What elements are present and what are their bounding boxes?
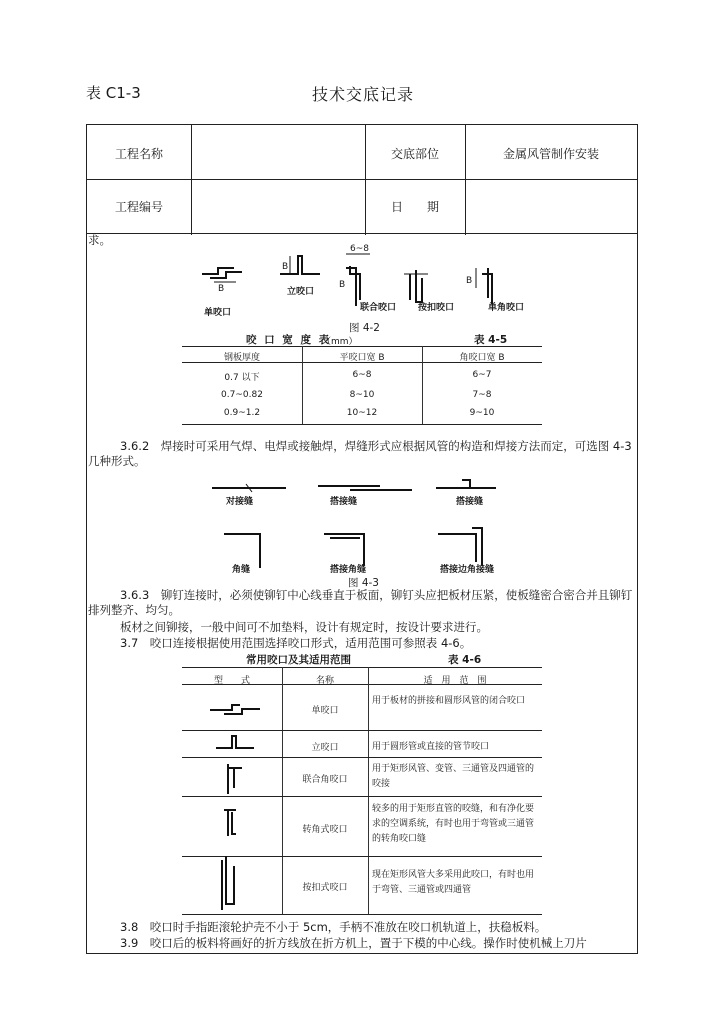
t45-header-angle: 角咬口宽 B — [459, 353, 505, 363]
t45-cell: 6~7 — [472, 370, 492, 380]
lap-weld-drawing — [318, 486, 412, 490]
table-4-6-number: 表 4-6 — [448, 654, 482, 666]
t46-name: 单咬口 — [311, 706, 339, 716]
table-col-rule — [368, 667, 369, 914]
document-title: 技术交底记录 — [312, 85, 415, 104]
t46-scope: 较多的用于矩形直管的咬缝，和有净化要求的空调系统，有时也用于弯管或三通管的转角咬口缝 — [372, 804, 535, 844]
paragraph-3-6-2: 3.6.2 焊接时可采用气焊、电焊或接触焊，焊缝形式应根据风管的构造和焊接方法而定，可选图 4-3 几种形式。 — [88, 439, 632, 468]
label-button-seam: 按扣咬口 — [418, 303, 455, 313]
row-divider — [87, 233, 637, 234]
paragraph-3-7: 3.7 咬口连接根据使用范围选择咬口形式，适用范围可参照表 4-6。 — [120, 636, 472, 650]
table-4-5-title: 咬 口 宽 度 表 — [246, 334, 332, 346]
t46-name: 立咬口 — [311, 743, 339, 753]
fig-4-2-caption: 图 4-2 — [349, 322, 380, 334]
table-rule — [182, 667, 542, 668]
project-name-label: 工程名称 — [114, 147, 163, 161]
label-butt-weld: 对接缝 — [226, 497, 254, 507]
form-number: 表 C1-3 — [86, 84, 141, 102]
label-single-seam: 单咬口 — [204, 308, 232, 318]
t46-name: 按扣式咬口 — [302, 883, 348, 893]
t45-cell: 9~10 — [469, 408, 495, 418]
dim-top: 6~8 — [350, 244, 369, 254]
fig-4-3-caption: 图 4-3 — [348, 577, 379, 589]
col-divider — [465, 125, 466, 235]
button-seam-drawing — [404, 270, 428, 302]
t45-header-flat: 平咬口宽 B — [339, 353, 385, 363]
table-rule — [182, 424, 542, 425]
dim-b2: B — [282, 262, 289, 272]
paragraph-3-6-3: 3.6.3 铆钉连接时，必须使铆钉中心线垂直于板面，铆钉头应把板材压紧，使板缝密合密合并且铆钉排列整齐、均匀。 — [88, 588, 633, 617]
t45-cell: 8~10 — [349, 390, 375, 400]
label-lap-edge-corner-weld: 搭接边角接缝 — [440, 565, 495, 575]
lap-edge-corner-weld-drawing — [438, 528, 482, 566]
col-divider — [365, 125, 366, 235]
t46-scope: 现在矩形风管大多采用此咬口，有时也用于弯管、三通管或四通管 — [372, 870, 535, 895]
dim-b3: B — [339, 280, 346, 290]
combination-seam-drawing — [346, 254, 370, 306]
intro-text: 求。 — [88, 233, 111, 247]
label-combination-seam: 联合咬口 — [360, 303, 397, 313]
seam-button — [222, 856, 234, 910]
t46-name: 转角式咬口 — [302, 825, 348, 835]
row-divider — [87, 179, 637, 180]
t45-cell: 6~8 — [352, 370, 372, 380]
t46-header-type: 型 式 — [213, 676, 250, 686]
t45-cell: 0.7~0.82 — [221, 390, 263, 400]
t46-scope: 用于圆形管或直接的管节咬口 — [372, 742, 490, 752]
table-4-5-unit: （mm） — [322, 337, 358, 347]
single-seam-drawing — [202, 268, 242, 282]
seam-single — [210, 705, 260, 714]
table-4-5-number: 表 4-5 — [474, 334, 508, 346]
paragraph-3-8: 3.8 咬口时手指距滚轮护壳不小于 5cm，手柄不准放在咬口机轨道上，扶稳板料。 — [120, 920, 547, 934]
location-value: 金属风管制作安装 — [502, 147, 599, 161]
t46-header-name: 名称 — [315, 676, 334, 686]
label-corner-weld: 角缝 — [232, 565, 251, 575]
dim-b: B — [218, 284, 225, 294]
table-4-6-title: 常用咬口及其适用范围 — [246, 654, 351, 666]
t46-name: 联合角咬口 — [302, 775, 348, 785]
t45-cell: 0.9~1.2 — [223, 408, 261, 418]
table-rule — [182, 346, 542, 347]
paragraph-3-9: 3.9 咬口后的板料将画好的折方线放在折方机上，置于下模的中心线。操作时使机械上刀片 — [120, 936, 587, 950]
t45-cell: 0.7 以下 — [224, 373, 260, 383]
label-lap-weld: 搭接缝 — [330, 497, 358, 507]
t46-scope: 用于板材的拼接和圆形风管的闭合咬口 — [372, 696, 526, 706]
project-no-label: 工程编号 — [114, 200, 163, 214]
col-divider — [191, 125, 192, 235]
seam-standing — [216, 736, 254, 748]
label-corner-seam: 单角咬口 — [488, 303, 525, 313]
label-lap-weld-2: 搭接缝 — [456, 497, 484, 507]
seam-combination — [228, 764, 242, 794]
butt-weld-drawing — [212, 484, 286, 492]
t46-header-scope: 适 用 范 围 — [423, 676, 487, 686]
t45-cell: 10~12 — [346, 408, 378, 418]
table-rule — [182, 914, 542, 915]
table-4-6-seam-drawings — [182, 684, 282, 914]
label-standing-seam: 立咬口 — [287, 287, 315, 297]
location-label: 交底部位 — [390, 147, 439, 161]
t45-header-thickness: 钢板厚度 — [223, 353, 260, 363]
t46-scope: 用于矩形风管、变管、三通管及四通管的咬接 — [372, 764, 535, 789]
seam-corner — [224, 810, 236, 836]
date-label: 日 期 — [390, 200, 439, 214]
corner-seam-drawing — [476, 268, 492, 304]
lap-weld-drawing-2 — [436, 480, 496, 488]
t45-cell: 7~8 — [472, 390, 492, 400]
dim-b4: B — [466, 276, 473, 286]
paragraph-3-6-3b: 板材之间铆接，一般中间可不加垫料，设计有规定时，按设计要求进行。 — [120, 620, 488, 634]
label-lap-corner-weld: 搭接角缝 — [330, 565, 367, 575]
figure-4-3 — [200, 476, 500, 572]
